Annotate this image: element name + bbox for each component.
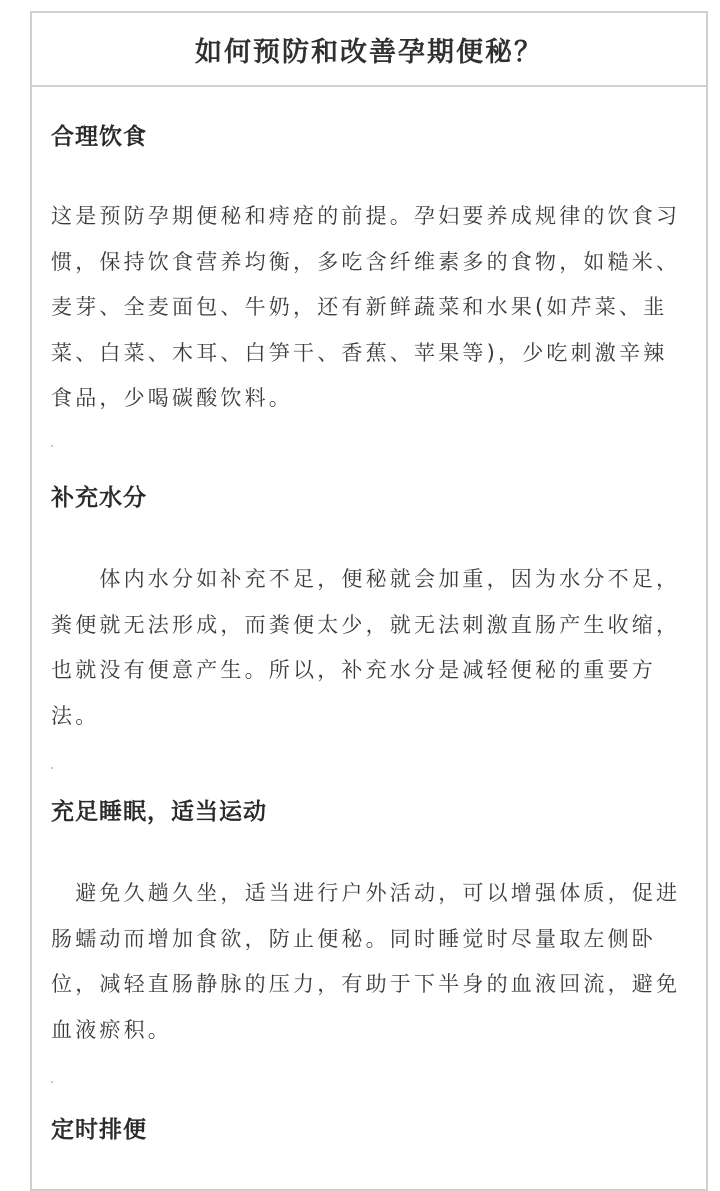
divider-dot — [51, 767, 53, 769]
section-body-sleep-exercise: 避免久趟久坐，适当进行户外活动，可以增强体质，促进肠蠕动而增加食欲，防止便秘。同时睡觉时尽量取左侧卧位，减轻直肠静脉的压力，有助于下半身的血液回流，避免血液瘀积。 — [51, 881, 681, 1042]
article-card — [30, 11, 708, 1191]
divider-dot — [51, 445, 53, 447]
page-title: 如何预防和改善孕期便秘？ — [195, 36, 543, 68]
section-heading-water: 补充水分 — [51, 485, 147, 511]
section-heading-sleep-exercise: 充足睡眠，适当运动 — [51, 799, 267, 825]
section-heading-diet: 合理饮食 — [51, 124, 147, 150]
divider-dot — [51, 1081, 53, 1083]
section-body-diet: 这是预防孕期便秘和痔疮的前提。孕妇要养成规律的饮食习惯，保持饮食营养均衡，多吃含纤维素多的食物，如糙米、麦芽、全麦面包、牛奶，还有新鲜蔬菜和水果(如芹菜、韭菜、白菜、木耳、白笋干、香蕉、苹果等)，少吃刺激辛辣食品，少喝碳酸饮料。 — [51, 204, 681, 410]
section-body-water: 体内水分如补充不足，便秘就会加重，因为水分不足，粪便就无法形成，而粪便太少，就无法刺激直肠产生收缩，也就没有便意产生。所以，补充水分是减轻便秘的重要方法。 — [51, 567, 681, 728]
section-heading-regular-bowel: 定时排便 — [51, 1117, 147, 1143]
title-bar — [32, 13, 706, 87]
